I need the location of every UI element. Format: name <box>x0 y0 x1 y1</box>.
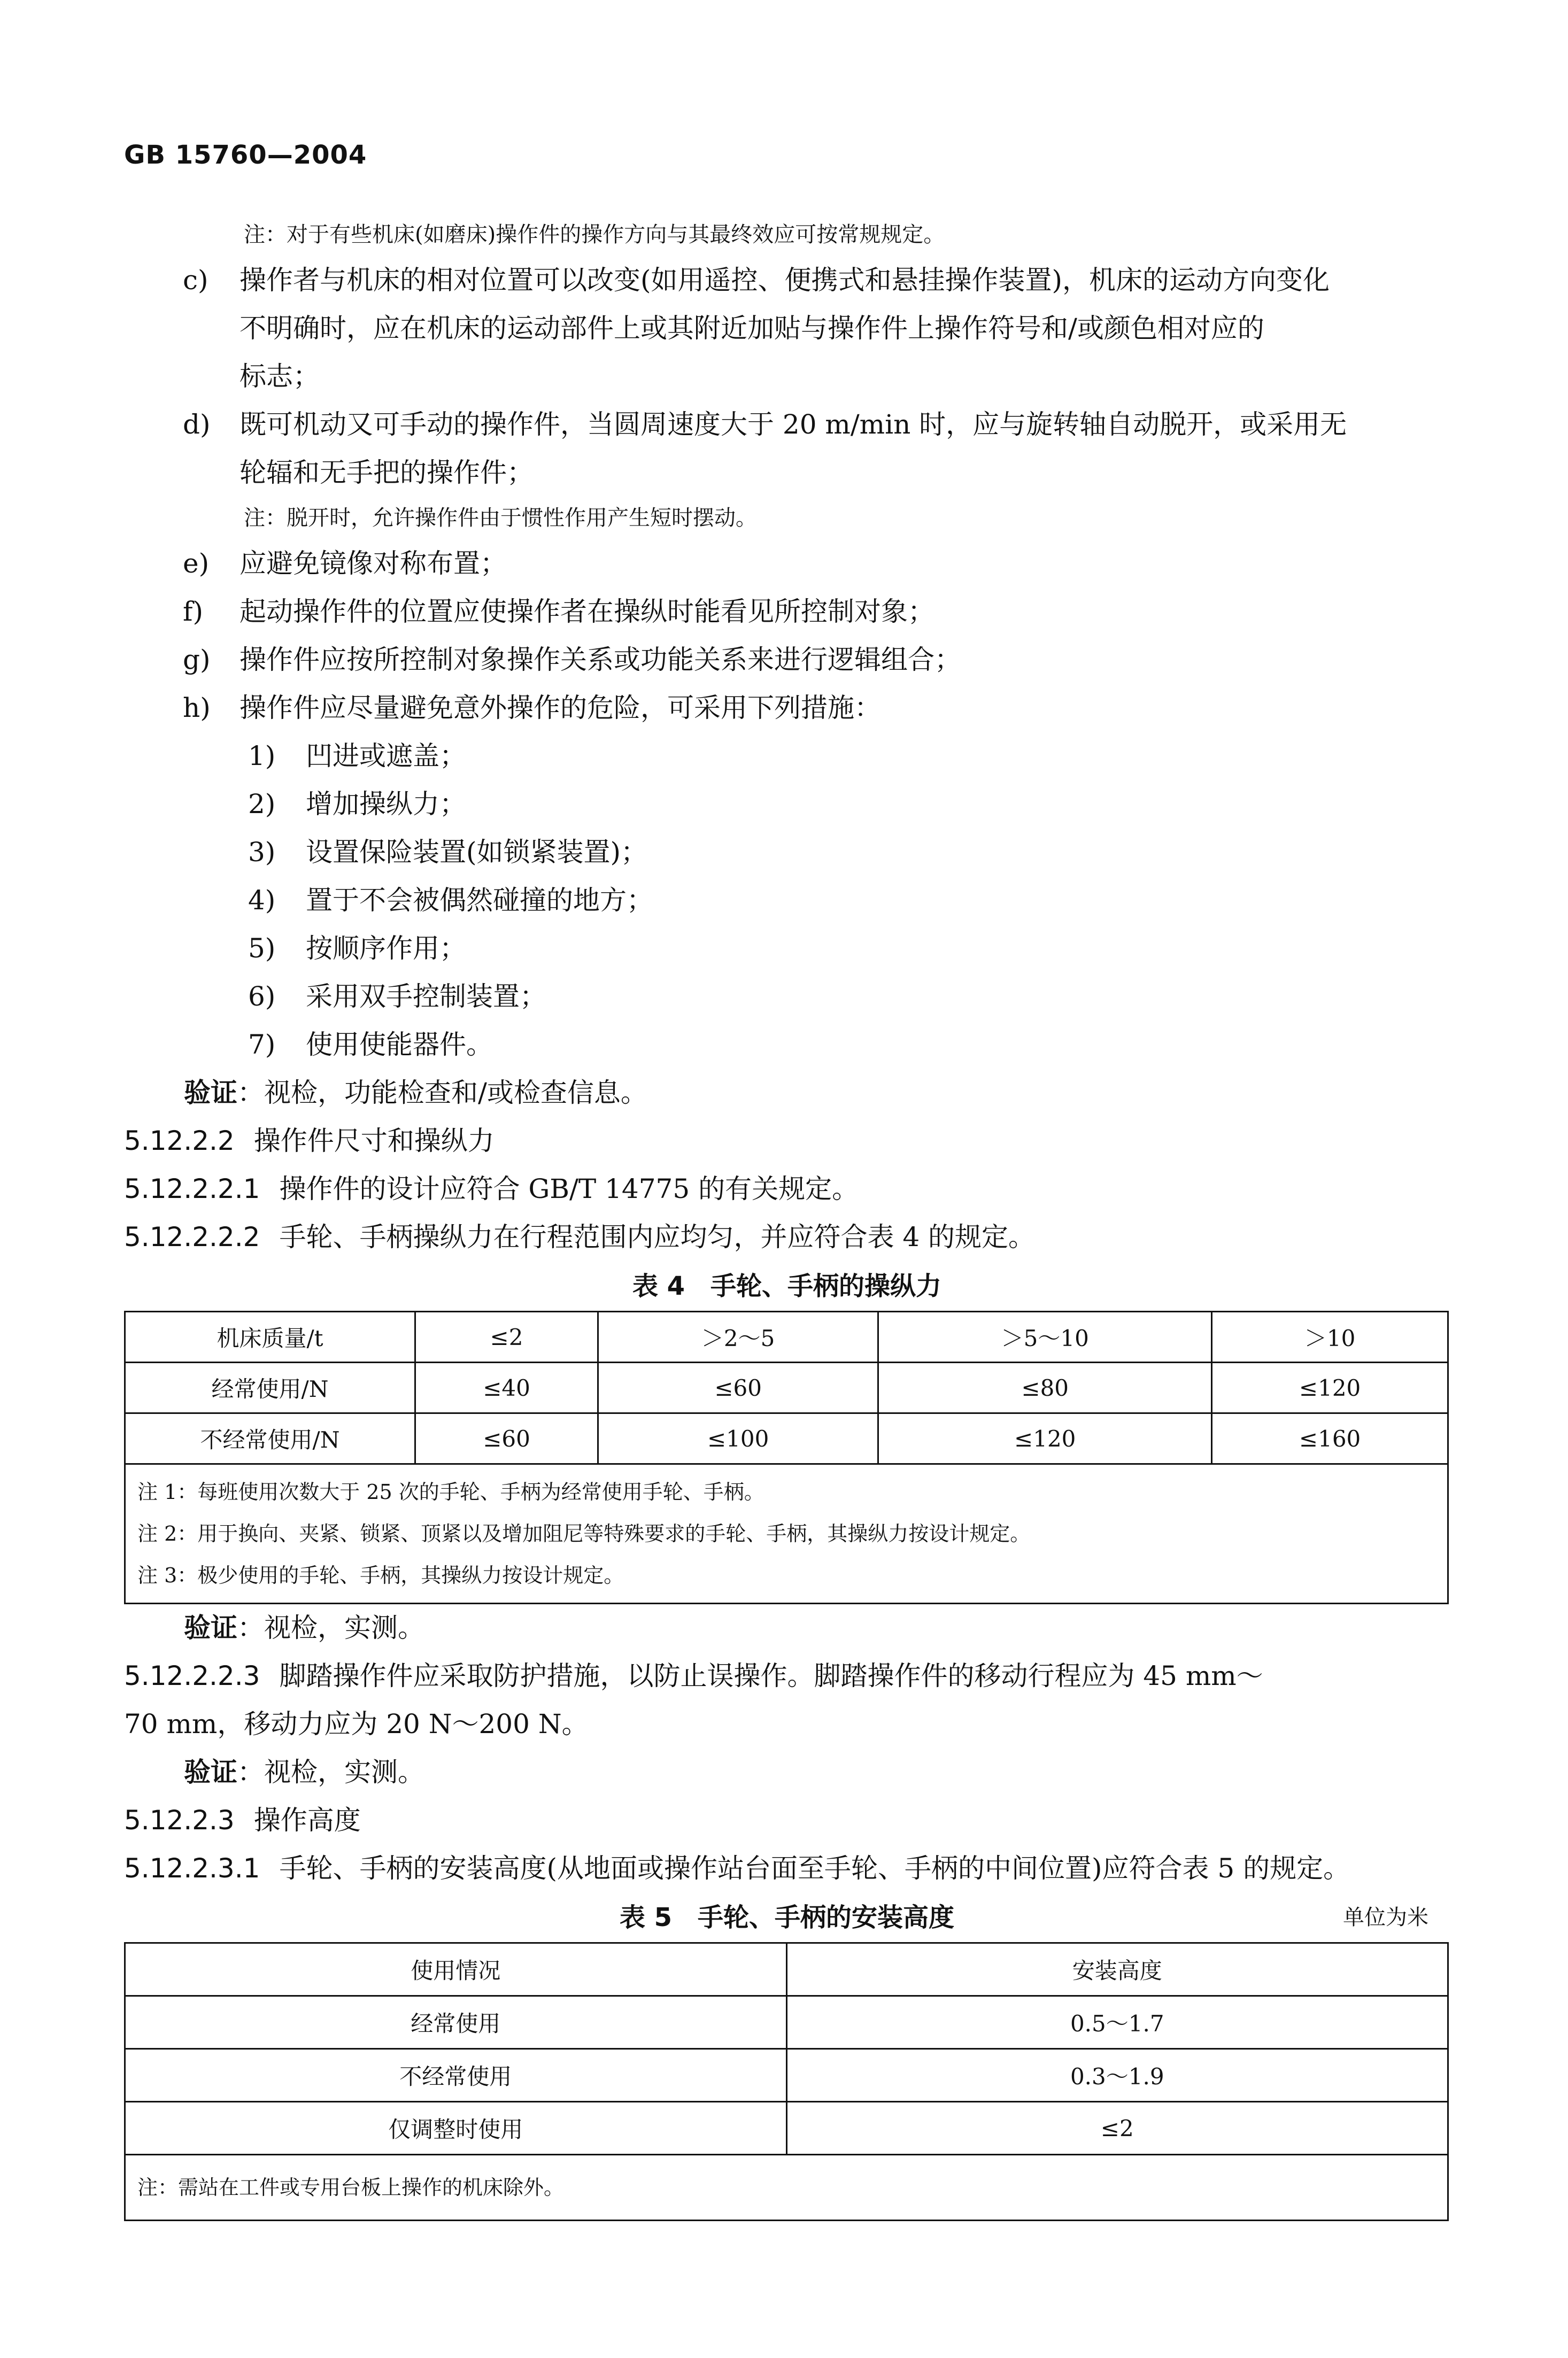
table-note: 注：需站在工件或专用台板上操作的机床除外。 <box>125 2155 1448 2221</box>
clause-paragraph <box>124 1652 1450 1699</box>
verification-line <box>124 1749 1450 1796</box>
list-item-e <box>124 540 1450 587</box>
table-4 <box>124 1311 1449 1604</box>
table-row <box>125 2102 1448 2155</box>
sub-item <box>124 829 1450 876</box>
table-cell: ≤120 <box>1212 1363 1448 1413</box>
verification-text: ：视检，实测。 <box>237 1612 424 1643</box>
table-cell: 不经常使用 <box>125 2049 787 2102</box>
clause-text: 手轮、手柄操纵力在行程范围内应均匀，并应符合表 4 的规定。 <box>279 1221 1036 1253</box>
list-text: 操作件应尽量避免意外操作的危险，可采用下列措施： <box>240 692 881 723</box>
list-label: d) <box>183 409 211 440</box>
list-text: 既可机动又可手动的操作件，当圆周速度大于 20 m/min 时，应与旋转轴自动脱开，或采用无 <box>240 409 1347 440</box>
sub-item <box>124 925 1450 972</box>
clause-heading <box>124 1797 1450 1844</box>
clause-text: 手轮、手柄的安装高度(从地面或操作站台面至手轮、手柄的中间位置)应符合表 5 的规定。 <box>279 1853 1350 1884</box>
table-cell: ≤60 <box>598 1363 878 1413</box>
verification-text: ：视检，功能检查和/或检查信息。 <box>237 1077 647 1108</box>
table-cell: ≤60 <box>415 1413 598 1464</box>
table-5 <box>124 1942 1449 2221</box>
table-4-title: 表 4 手轮、手柄的操纵力 <box>632 1271 942 1301</box>
sub-text: 采用双手控制装置； <box>306 981 546 1012</box>
table-unit: 单位为米 <box>1343 1905 1428 1930</box>
clause-number: 5.12.2.2.3 <box>124 1660 260 1691</box>
clause-paragraph <box>124 1213 1450 1261</box>
sub-label: 1) <box>248 740 276 771</box>
sub-label: 4) <box>248 885 276 916</box>
sub-text: 凹进或遮盖； <box>306 740 466 771</box>
sub-item <box>124 780 1450 828</box>
table-cell: 0.3～1.9 <box>786 2049 1448 2102</box>
list-label: g) <box>183 644 211 675</box>
list-text: 应避免镜像对称布置； <box>240 548 507 579</box>
clause-number: 5.12.2.2.1 <box>124 1173 260 1204</box>
clause-number: 5.12.2.3.1 <box>124 1853 260 1884</box>
verification-text: ：视检，实测。 <box>237 1757 424 1788</box>
clause-text: 脚踏操作件应采取防护措施，以防止误操作。脚踏操作件的移动行程应为 45 mm～ <box>279 1660 1263 1691</box>
list-label: e) <box>183 548 210 579</box>
table-cell: 仅调整时使用 <box>125 2102 787 2155</box>
verification-label: 验证 <box>184 1757 237 1788</box>
sub-text: 增加操纵力； <box>306 788 466 819</box>
note-paragraph: 注：脱开时，允许操作件由于惯性作用产生短时摆动。 <box>244 506 757 530</box>
table-row <box>125 2049 1448 2102</box>
list-item-c-cont: 标志； <box>240 361 320 392</box>
sub-label: 5) <box>248 933 276 964</box>
table-header-cell: 使用情况 <box>125 1943 787 1996</box>
table-row <box>125 1996 1448 2049</box>
table-5-title: 表 5 手轮、手柄的安装高度 <box>619 1903 955 1932</box>
table-notes <box>125 1464 1448 1604</box>
table-notes-row <box>125 1464 1448 1604</box>
table-cell: ≤80 <box>878 1363 1212 1413</box>
list-item-c <box>124 257 1450 304</box>
table-cell: ≤120 <box>878 1413 1212 1464</box>
verification-label: 验证 <box>184 1077 237 1108</box>
list-text: 起动操作件的位置应使操作者在操纵时能看见所控制对象； <box>240 596 934 627</box>
table-cell: 经常使用 <box>125 1996 787 2049</box>
page-content <box>124 214 1450 2221</box>
clause-text: 操作件尺寸和操纵力 <box>253 1125 495 1156</box>
list-label: f) <box>183 596 204 627</box>
list-label: c) <box>183 265 208 296</box>
table-note: 注 3：极少使用的手轮、手柄，其操纵力按设计规定。 <box>137 1564 624 1587</box>
sub-label: 2) <box>248 788 276 819</box>
sub-item <box>124 973 1450 1020</box>
list-item-c-cont: 不明确时，应在机床的运动部件上或其附近加贴与操作件上操作符号和/或颜色相对应的 <box>240 313 1264 344</box>
table-row <box>125 1312 1448 1363</box>
clause-number: 5.12.2.2.2 <box>124 1221 260 1253</box>
clause-paragraph <box>124 1845 1450 1892</box>
sub-item <box>124 732 1450 779</box>
table-header-cell: 安装高度 <box>786 1943 1448 1996</box>
table-cell: ＞10 <box>1212 1312 1448 1363</box>
table-cell: 机床质量/t <box>125 1312 415 1363</box>
table-cell: 不经常使用/N <box>125 1413 415 1464</box>
sub-label: 6) <box>248 981 276 1012</box>
table-cell: ＞2～5 <box>598 1312 878 1363</box>
verification-line <box>124 1069 1450 1116</box>
sub-text: 设置保险装置(如锁紧装置)； <box>306 837 648 868</box>
table-5-title-row <box>124 1893 1450 1942</box>
clause-number: 5.12.2.2 <box>124 1125 235 1156</box>
table-note: 注 2：用于换向、夹紧、锁紧、顶紧以及增加阻尼等特殊要求的手轮、手柄，其操纵力按设计规定。 <box>137 1522 1031 1545</box>
list-item-d-cont: 轮辐和无手把的操作件； <box>240 457 534 488</box>
clause-paragraph <box>124 1165 1450 1212</box>
standard-code: GB 15760—2004 <box>124 140 367 170</box>
table-cell: ＞5～10 <box>878 1312 1212 1363</box>
table-note: 注 1：每班使用次数大于 25 次的手轮、手柄为经常使用手轮、手柄。 <box>137 1480 764 1504</box>
list-text: 操作者与机床的相对位置可以改变(如用遥控、便携式和悬挂操作装置)，机床的运动方向变化 <box>240 265 1330 296</box>
table-cell: 0.5～1.7 <box>786 1996 1448 2049</box>
verification-label: 验证 <box>184 1612 237 1643</box>
list-item-g <box>124 636 1450 683</box>
clause-number: 5.12.2.3 <box>124 1805 235 1836</box>
clause-paragraph-cont: 70 mm，移动力应为 20 N～200 N。 <box>124 1708 589 1739</box>
clause-heading <box>124 1117 1450 1164</box>
table-cell: ≤2 <box>786 2102 1448 2155</box>
table-cell: ≤100 <box>598 1413 878 1464</box>
table-row <box>125 1363 1448 1413</box>
sub-label: 3) <box>248 837 276 868</box>
note-paragraph: 注：对于有些机床(如磨床)操作件的操作方向与其最终效应可按常规规定。 <box>244 222 945 247</box>
list-item-h <box>124 684 1450 731</box>
sub-item <box>124 877 1450 924</box>
table-notes-row <box>125 2155 1448 2221</box>
table-cell: ≤40 <box>415 1363 598 1413</box>
list-item-f <box>124 588 1450 635</box>
clause-text: 操作高度 <box>253 1805 361 1836</box>
sub-text: 按顺序作用； <box>306 933 466 964</box>
list-text: 操作件应按所控制对象操作关系或功能关系来进行逻辑组合； <box>240 644 961 675</box>
table-header-row <box>125 1943 1448 1996</box>
table-cell: ≤2 <box>415 1312 598 1363</box>
sub-label: 7) <box>248 1029 276 1060</box>
sub-text: 置于不会被偶然碰撞的地方； <box>306 885 653 916</box>
sub-item <box>124 1021 1450 1068</box>
verification-line <box>124 1604 1450 1651</box>
table-cell: 经常使用/N <box>125 1363 415 1413</box>
sub-text: 使用使能器件。 <box>306 1029 493 1060</box>
table-cell: ≤160 <box>1212 1413 1448 1464</box>
list-item-d <box>124 401 1450 448</box>
clause-text: 操作件的设计应符合 GB/T 14775 的有关规定。 <box>279 1173 859 1204</box>
list-label: h) <box>183 692 211 723</box>
table-row <box>125 1413 1448 1464</box>
